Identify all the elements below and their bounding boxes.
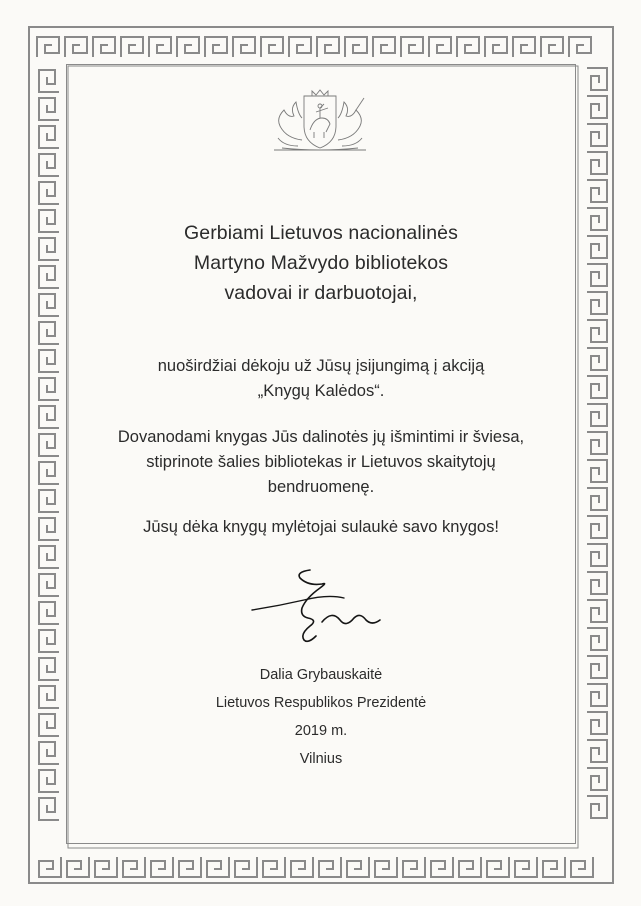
- meander-unit: [587, 348, 607, 370]
- meander-unit: [39, 798, 59, 820]
- meander-unit: [587, 460, 607, 482]
- thanks-line: „Knygų Kalėdos“.: [257, 382, 385, 400]
- meander-unit: [485, 37, 507, 57]
- document-year: 2019 m.: [294, 723, 348, 739]
- meander-unit: [39, 686, 59, 708]
- thanks-paragraph: [66, 354, 576, 404]
- meander-unit: [39, 266, 59, 288]
- meander-unit: [317, 37, 339, 57]
- meander-unit: [263, 857, 285, 877]
- meander-unit: [177, 37, 199, 57]
- meander-unit: [373, 37, 395, 57]
- meander-unit: [347, 857, 369, 877]
- meander-unit: [587, 796, 607, 818]
- meander-unit: [587, 376, 607, 398]
- lithuania-coat-of-arms-icon: [264, 88, 376, 154]
- meander-unit: [587, 180, 607, 202]
- meander-unit: [569, 37, 591, 57]
- meander-unit: [39, 210, 59, 232]
- meander-unit: [587, 768, 607, 790]
- body-line: bendruomenę.: [267, 478, 375, 496]
- meander-unit: [587, 684, 607, 706]
- meander-unit: [39, 490, 59, 512]
- signature-block: [66, 661, 576, 773]
- meander-unit: [587, 432, 607, 454]
- meander-unit: [39, 630, 59, 652]
- meander-unit: [587, 236, 607, 258]
- meander-unit: [587, 516, 607, 538]
- meander-unit: [39, 378, 59, 400]
- meander-unit: [207, 857, 229, 877]
- meander-unit: [571, 857, 593, 877]
- meander-unit: [587, 656, 607, 678]
- meander-unit: [39, 742, 59, 764]
- meander-unit: [587, 740, 607, 762]
- meander-unit: [587, 124, 607, 146]
- meander-unit: [39, 70, 59, 92]
- meander-unit: [513, 37, 535, 57]
- meander-unit: [179, 857, 201, 877]
- meander-unit: [39, 602, 59, 624]
- meander-unit: [39, 546, 59, 568]
- signatory-name: Dalia Grybauskaitė: [259, 667, 383, 683]
- meander-unit: [39, 322, 59, 344]
- meander-unit: [261, 37, 283, 57]
- meander-unit: [587, 152, 607, 174]
- meander-unit: [431, 857, 453, 877]
- meander-unit: [587, 292, 607, 314]
- meander-unit: [39, 574, 59, 596]
- meander-unit: [39, 770, 59, 792]
- meander-unit: [37, 37, 59, 57]
- greeting: [66, 218, 576, 308]
- signatory-title: Lietuvos Respublikos Prezidentė: [215, 695, 427, 711]
- meander-unit: [67, 857, 89, 877]
- meander-unit: [429, 37, 451, 57]
- meander-unit: [39, 294, 59, 316]
- meander-unit: [515, 857, 537, 877]
- meander-unit: [587, 572, 607, 594]
- meander-unit: [205, 37, 227, 57]
- meander-unit: [39, 406, 59, 428]
- greeting-line: Martyno Mažvydo bibliotekos: [193, 252, 449, 274]
- handwritten-signature: [248, 564, 398, 646]
- meander-unit: [65, 37, 87, 57]
- meander-unit: [39, 857, 61, 877]
- meander-unit: [587, 208, 607, 230]
- meander-unit: [543, 857, 565, 877]
- meander-unit: [93, 37, 115, 57]
- meander-unit: [39, 154, 59, 176]
- meander-unit: [487, 857, 509, 877]
- greeting-line: Gerbiami Lietuvos nacionalinės: [184, 222, 458, 244]
- meander-unit: [401, 37, 423, 57]
- closing-line: Jūsų dėka knygų mylėtojai sulaukė savo knygos!: [143, 518, 499, 536]
- meander-unit: [39, 434, 59, 456]
- meander-unit: [587, 628, 607, 650]
- meander-unit: [345, 37, 367, 57]
- meander-unit: [587, 712, 607, 734]
- meander-unit: [587, 320, 607, 342]
- meander-unit: [39, 350, 59, 372]
- greeting-line: vadovai ir darbuotojai,: [224, 282, 418, 304]
- meander-unit: [403, 857, 425, 877]
- meander-unit: [291, 857, 313, 877]
- meander-unit: [95, 857, 117, 877]
- meander-unit: [149, 37, 171, 57]
- meander-unit: [541, 37, 563, 57]
- body-line: stiprinote šalies bibliotekas ir Lietuvos skaitytojų: [146, 453, 496, 471]
- meander-unit: [39, 126, 59, 148]
- meander-unit: [375, 857, 397, 877]
- meander-unit: [289, 37, 311, 57]
- meander-unit: [587, 488, 607, 510]
- meander-unit: [39, 98, 59, 120]
- meander-unit: [121, 37, 143, 57]
- body-paragraph: [66, 425, 576, 500]
- meander-unit: [587, 600, 607, 622]
- meander-unit: [233, 37, 255, 57]
- meander-unit: [39, 518, 59, 540]
- meander-unit: [39, 658, 59, 680]
- meander-unit: [587, 68, 607, 90]
- meander-unit: [39, 714, 59, 736]
- thanks-line: nuoširdžiai dėkoju už Jūsų įsijungimą į akciją: [157, 357, 485, 375]
- meander-unit: [39, 238, 59, 260]
- meander-unit: [39, 182, 59, 204]
- meander-unit: [123, 857, 145, 877]
- meander-unit: [587, 544, 607, 566]
- meander-unit: [235, 857, 257, 877]
- meander-unit: [39, 462, 59, 484]
- meander-unit: [587, 264, 607, 286]
- meander-unit: [151, 857, 173, 877]
- body-line: Dovanodami knygas Jūs dalinotės jų išmintimi ir šviesa,: [117, 428, 525, 446]
- meander-unit: [319, 857, 341, 877]
- meander-unit: [457, 37, 479, 57]
- meander-unit: [459, 857, 481, 877]
- meander-unit: [587, 404, 607, 426]
- document-place: Vilnius: [299, 751, 343, 767]
- meander-unit: [587, 96, 607, 118]
